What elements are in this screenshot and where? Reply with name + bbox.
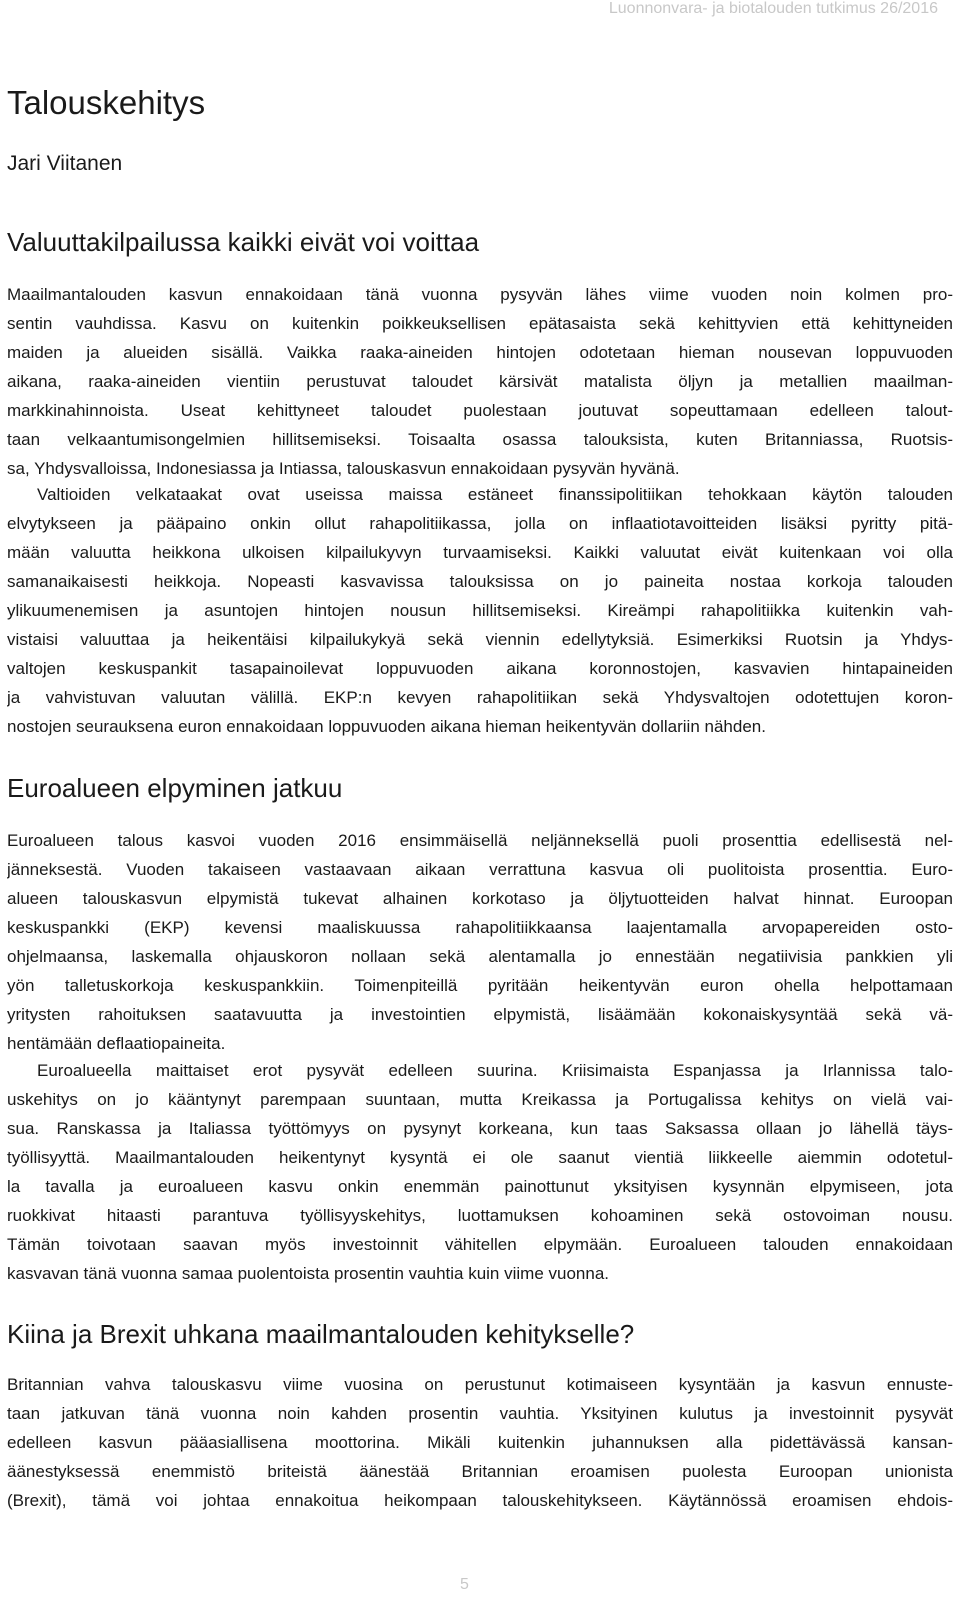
text-line: edelleen kasvun pääasiallisena moottorina. Mikäli kuitenkin juhannuksen alla pidettävässä kansan- [7,1433,953,1452]
text-line: Euroalueen talous kasvoi vuoden 2016 ensimmäisellä neljänneksellä puoli prosenttia edellisestä nel- [7,831,953,850]
section-heading: Kiina ja Brexit uhkana maailmantalouden kehitykselle? [7,1319,635,1349]
text-line: aikana, raaka-aineiden vientiin perustuvat taloudet kärsivät matalista öljyn ja metallien maailman- [7,372,953,391]
text-line: Euroalueella maittaiset erot pysyvät edelleen suurina. Kriisimaista Espanjassa ja Irlannissa talo- [37,1061,953,1080]
page-number: 5 [460,1576,469,1593]
text-line: ja vahvistuvan valuutan välillä. EKP:n kevyen rahapolitiikan sekä Yhdysvaltojen odotettujen koron- [7,688,953,707]
text-line: hentämään deflaatiopaineita. [7,1034,226,1053]
author-name: Jari Viitanen [7,152,123,175]
text-line: la tavalla ja euroalueen kasvu onkin enemmän painottunut yksityisen kysynnän elpymiseen, jota [7,1177,953,1196]
text-line: yön talletuskorkoja keskuspankkiin. Toimenpiteillä pyritään heikentyvän euron ohella helpottamaan [7,976,953,995]
text-line: sa, Yhdysvalloissa, Indonesiassa ja Intiassa, talouskasvun ennakoidaan pysyvän hyvänä. [7,459,680,478]
text-line: (Brexit), tämä voi johtaa ennakoitua heikompaan talouskehitykseen. Käytännössä eroamisen ehdois- [7,1491,953,1510]
text-line: Maailmantalouden kasvun ennakoidaan tänä vuonna pysyvän lähes viime vuoden noin kolmen pro- [7,285,953,304]
section-heading: Euroalueen elpyminen jatkuu [7,773,343,803]
text-line: ylikuumenemisen ja asuntojen hintojen nousun hillitsemiseksi. Kireämpi rahapolitiikka kuitenkin vah- [7,601,953,620]
text-line: työllisyyttä. Maailmantalouden heikentynyt kysyntä ei ole saanut vientiä liikkeelle aiemmin odotetul- [7,1148,953,1167]
text-line: äänestyksessä enemmistö briteistä äänestää Britannian eroamisen puolesta Euroopan unionista [7,1462,953,1481]
section-heading: Valuuttakilpailussa kaikki eivät voi voittaa [7,227,480,257]
document-title: Talouskehitys [7,84,206,121]
text-line: vistaisi valuuttaa ja heikentäisi kilpailukykyä sekä viennin edellytyksiä. Esimerkiksi Ruotsin ja Yhdys- [7,630,953,649]
text-line: sua. Ranskassa ja Italiassa työttömyys on pysynyt korkeana, kun taas Saksassa ollaan jo lähellä täys- [7,1119,953,1138]
text-line: Tämän toivotaan saavan myös investoinnit vähitellen elpymään. Euroalueen talouden ennakoidaan [7,1235,953,1254]
text-line: ruokkivat hitaasti parantuva työllisyyskehitys, luottamuksen kohoaminen sekä ostovoiman nousu. [7,1206,953,1225]
text-line: Britannian vahva talouskasvu viime vuosina on perustunut kotimaiseen kysyntään ja kasvun ennuste- [7,1375,953,1394]
text-line: valtojen keskuspankit tasapainoilevat loppuvuoden aikana koronnostojen, kasvavien hintapaineiden [7,659,953,678]
text-line: jänneksestä. Vuoden takaiseen vastaavaan aikaan verrattuna kasvua oli puolitoista prosenttia. Euro- [7,860,953,879]
paragraph [7,1056,953,1288]
text-line: sentin vauhdissa. Kasvu on kuitenkin poikkeuksellisen epätasaista sekä kehittyvien että kehittyneiden [7,314,953,333]
text-line: ohjelmaansa, laskemalla ohjauskoron nollaan sekä alentamalla jo ennestään negatiivisia pankkien yli [7,947,953,966]
text-line: nostojen seurauksena euron ennakoidaan loppuvuoden aikana hieman heikentyvän dollariin nähden. [7,717,766,736]
text-line: samanaikaisesti heikkoja. Nopeasti kasvavissa talouksissa on jo paineita nostaa korkoja talouden [7,572,953,591]
text-line: yritysten rahoituksen saatavuutta ja investointien elpymistä, lisäämään kokonaiskysyntää sekä vä- [7,1005,953,1024]
text-line: Valtioiden velkataakat ovat useissa maissa estäneet finanssipolitiikan tehokkaan käytön talouden [37,485,953,504]
text-line: kasvavan tänä vuonna samaa puolentoista prosentin vauhtia kuin viime vuonna. [7,1264,609,1283]
paragraph [7,1370,953,1515]
running-header: Luonnonvara- ja biotalouden tutkimus 26/2016 [608,0,938,17]
text-line: uskehitys on jo kääntynyt parempaan suuntaan, mutta Kreikassa ja Portugalissa kehitys on vielä vai- [7,1090,953,1109]
text-line: alueen talouskasvun elpymistä tukevat alhainen korkotaso ja öljytuotteiden halvat hinnat. Euroopan [7,889,953,908]
text-line: taan velkaantumisongelmien hillitsemiseksi. Toisaalta osassa talouksista, kuten Britanniassa, Ruotsis- [7,430,953,449]
text-line: elvytykseen ja pääpaino onkin ollut rahapolitiikassa, jolla on inflaatiotavoitteiden lisäksi pyritty pitä- [7,514,953,533]
text-line: keskuspankki (EKP) kevensi maaliskuussa rahapolitiikkaansa laajentamalla arvopapereiden osto- [7,918,953,937]
text-line: maiden ja alueiden sisällä. Vaikka raaka-aineiden hintojen odotetaan hieman nousevan loppuvuoden [7,343,953,362]
paragraph [7,280,953,483]
paragraph [7,826,953,1058]
text-line: taan jatkuvan tänä vuonna noin kahden prosentin vauhtia. Yksityinen kulutus ja investoinnit pysyvät [7,1404,953,1423]
text-line: markkinahinnoista. Useat kehittyneet taloudet puolestaan joutuvat sopeuttamaan edelleen talout- [7,401,953,420]
text-line: mään valuutta heikkona ulkoisen kilpailukyvyn turvaamiseksi. Kaikki valuutat eivät kuitenkaan voi olla [7,543,953,562]
paragraph [7,480,953,741]
